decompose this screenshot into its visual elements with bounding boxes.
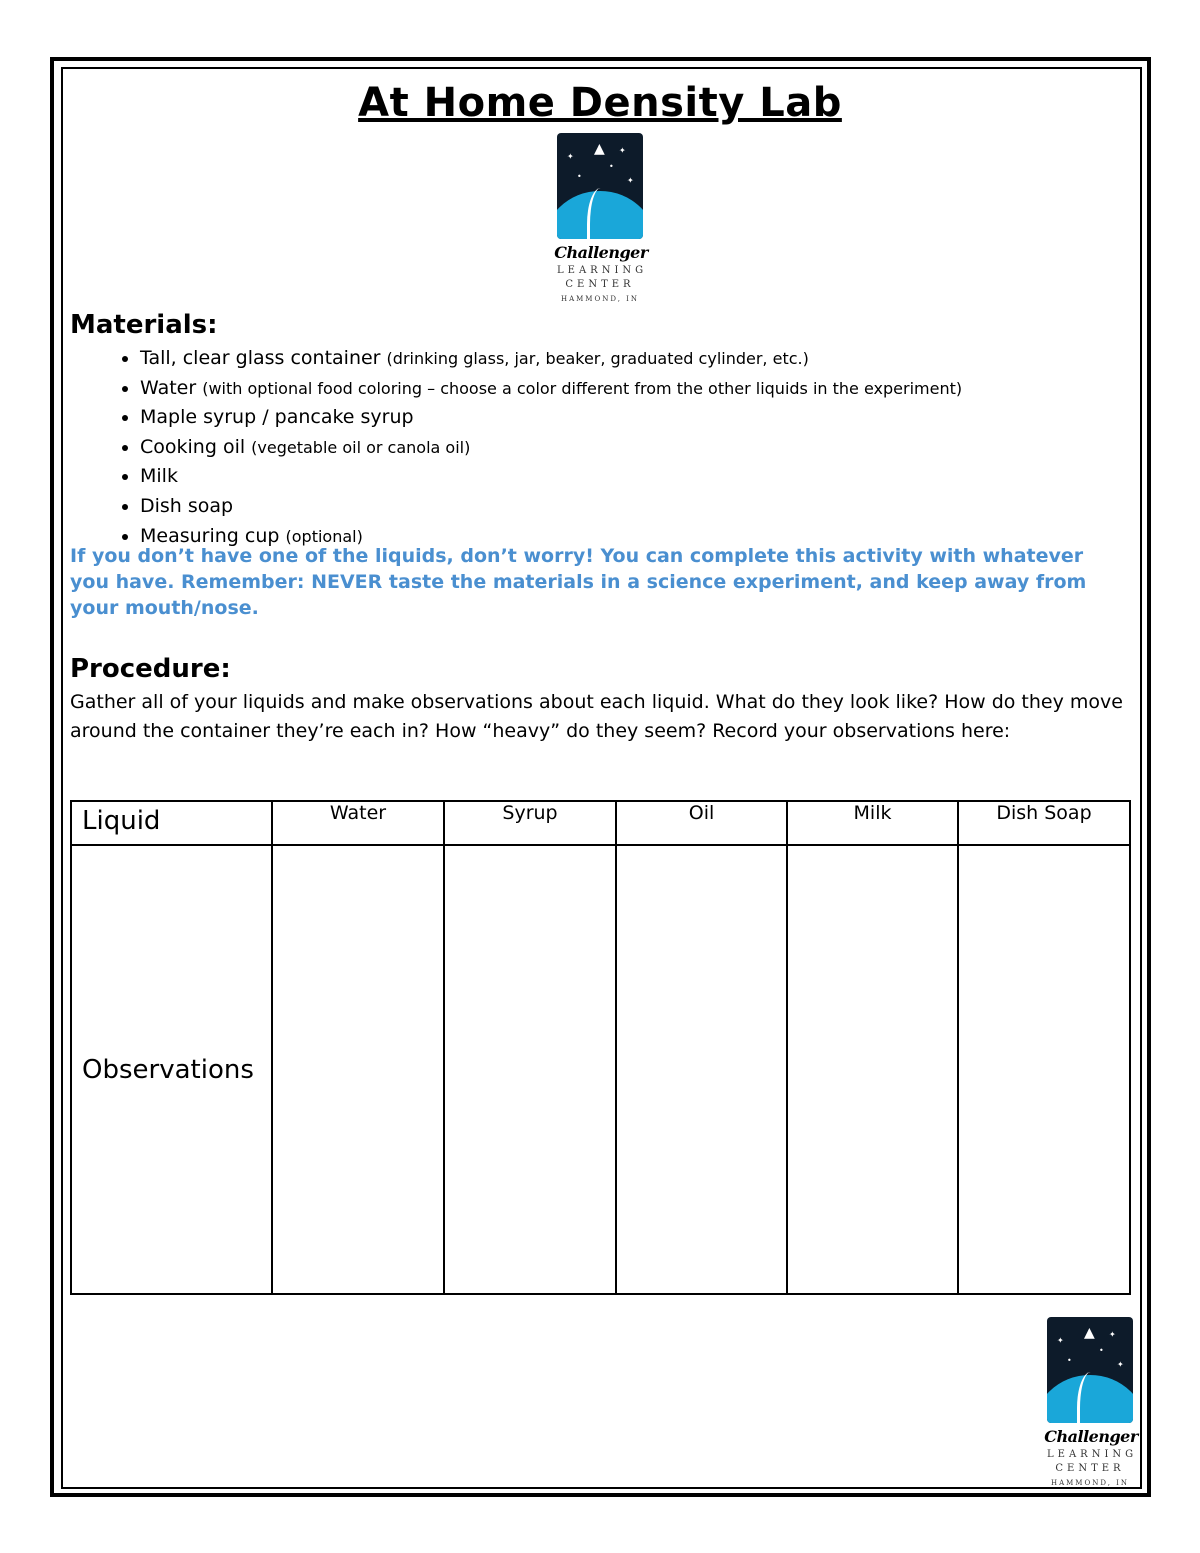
logo-sky: ▲ ✦ ✦ • ✦ • — [557, 133, 643, 239]
logo-line2: CENTER — [565, 279, 635, 290]
logo-line2: CENTER — [1055, 1463, 1125, 1474]
logo-line1: LEARNING — [557, 265, 648, 276]
header-oil: Oil — [616, 801, 787, 845]
logo-location: HAMMOND, IN — [1050, 1479, 1130, 1487]
shuttle-icon: ▲ — [1084, 1325, 1095, 1341]
shuttle-icon: ▲ — [594, 141, 605, 157]
list-item: • Milk — [140, 462, 1180, 492]
challenger-logo-top — [554, 133, 648, 308]
list-item: • Cooking oil (vegetable oil or canola oil) — [140, 433, 1180, 463]
header-water: Water — [272, 801, 444, 845]
list-item: • Maple syrup / pancake syrup — [140, 403, 1180, 433]
list-item: • Tall, clear glass container (drinking glass, jar, beaker, graduated cylinder, etc.) — [140, 344, 1180, 374]
logo-location: HAMMOND, IN — [560, 295, 640, 303]
procedure-text: Gather all of your liquids and make observations about each liquid. What do they look like? How do they move around the container they’re each in? How “heavy” do they seem? Record your observations here: — [70, 691, 1123, 742]
logo-brand: Challenger — [554, 243, 648, 262]
warning-note: If you don’t have one of the liquids, don’t worry! You can complete this activity with whatever you have. Remember: NEVER taste the materials in a science experiment, and keep away from your mouth/nose. — [70, 545, 1087, 619]
logo-brand: Challenger — [1044, 1427, 1138, 1446]
procedure-heading: Procedure: — [70, 654, 231, 684]
row-label-observations: Observations — [71, 845, 272, 1294]
page-title: At Home Density Lab — [358, 80, 842, 126]
table-row — [71, 845, 1130, 1294]
list-item: • Dish soap — [140, 492, 1180, 522]
observation-cell-milk[interactable] — [787, 845, 958, 1294]
list-item: • Water (with optional food coloring – choose a color different from the other liquids in the experiment) — [140, 374, 1180, 404]
observation-cell-water[interactable] — [272, 845, 444, 1294]
challenger-logo-bottom — [1044, 1317, 1138, 1492]
observation-cell-dish-soap[interactable] — [958, 845, 1130, 1294]
list-item: • Measuring cup (optional) — [140, 522, 1180, 552]
logo-sky: ▲ ✦ ✦ • ✦ • — [1047, 1317, 1133, 1423]
header-milk: Milk — [787, 801, 958, 845]
materials-list — [70, 344, 1180, 551]
logo-line1: LEARNING — [1047, 1449, 1138, 1460]
materials-heading: Materials: — [70, 310, 218, 340]
header-syrup: Syrup — [444, 801, 616, 845]
header-dish-soap: Dish Soap — [958, 801, 1130, 845]
observations-table — [70, 800, 1131, 1295]
header-liquid: Liquid — [71, 801, 272, 845]
table-header-row — [71, 801, 1130, 845]
observation-cell-oil[interactable] — [616, 845, 787, 1294]
observation-cell-syrup[interactable] — [444, 845, 616, 1294]
